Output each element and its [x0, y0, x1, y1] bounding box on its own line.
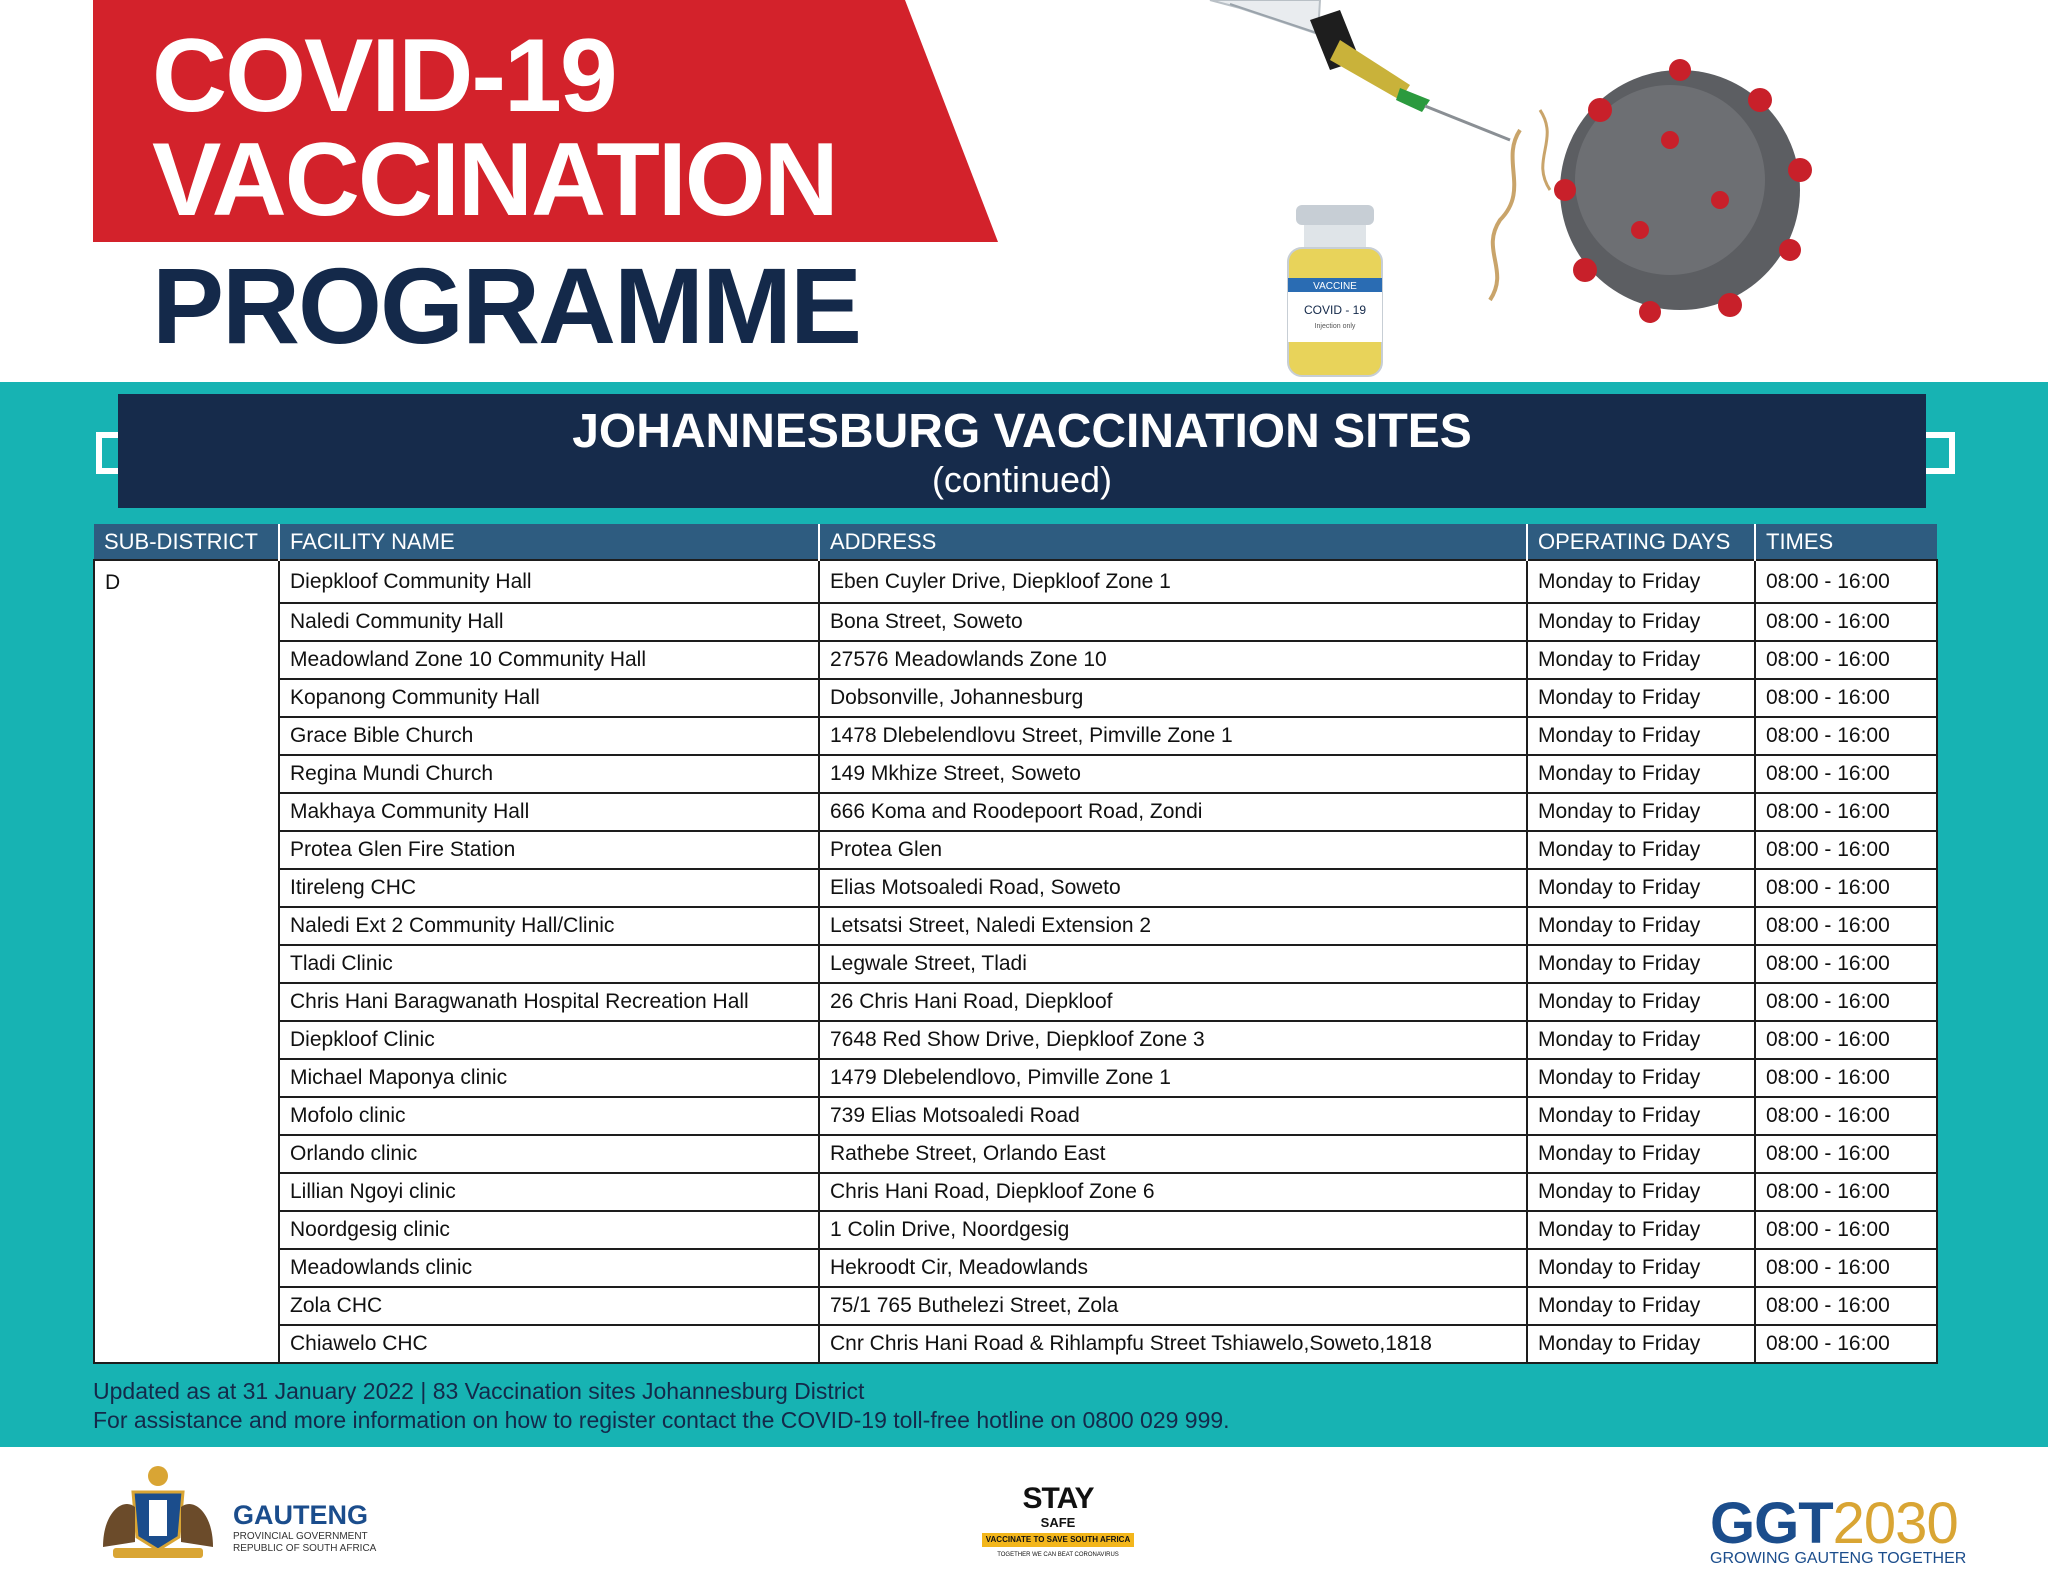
- days-cell: Monday to Friday: [1527, 1211, 1755, 1249]
- stay-word: STAY: [1022, 1482, 1094, 1515]
- gauteng-logo: [93, 1462, 377, 1562]
- facility-cell: Meadowlands clinic: [279, 1249, 819, 1287]
- table-row: [94, 945, 1937, 983]
- times-cell: 08:00 - 16:00: [1755, 793, 1937, 831]
- facility-cell: Lillian Ngoyi clinic: [279, 1173, 819, 1211]
- days-cell: Monday to Friday: [1527, 945, 1755, 983]
- table-row: [94, 907, 1937, 945]
- days-cell: Monday to Friday: [1527, 755, 1755, 793]
- table-row: [94, 1325, 1937, 1363]
- days-cell: Monday to Friday: [1527, 1287, 1755, 1325]
- gauteng-coat-of-arms-icon: [93, 1462, 223, 1562]
- vial-label-1: VACCINE: [1313, 281, 1357, 292]
- table-row: [94, 679, 1937, 717]
- address-cell: 27576 Meadowlands Zone 10: [819, 641, 1527, 679]
- address-cell: 1478 Dlebelendlovu Street, Pimville Zone 1: [819, 717, 1527, 755]
- times-cell: 08:00 - 16:00: [1755, 1135, 1937, 1173]
- table-row: [94, 1173, 1937, 1211]
- vaccine-vial-icon: [1288, 205, 1382, 376]
- facility-cell: Meadowland Zone 10 Community Hall: [279, 641, 819, 679]
- times-cell: 08:00 - 16:00: [1755, 1021, 1937, 1059]
- ggt-tagline: GROWING GAUTENG TOGETHER: [1710, 1550, 1967, 1567]
- sub-district-cell: D: [94, 560, 279, 1363]
- days-cell: Monday to Friday: [1527, 1059, 1755, 1097]
- stay-safe-word: SAFE: [1040, 1515, 1076, 1530]
- address-cell: Bona Street, Soweto: [819, 603, 1527, 641]
- days-cell: Monday to Friday: [1527, 793, 1755, 831]
- times-cell: 08:00 - 16:00: [1755, 831, 1937, 869]
- table-row: [94, 1287, 1937, 1325]
- table-row: [94, 1135, 1937, 1173]
- times-cell: 08:00 - 16:00: [1755, 1249, 1937, 1287]
- facility-cell: Regina Mundi Church: [279, 755, 819, 793]
- stay-safe-logo: [980, 1482, 1136, 1567]
- table-row: [94, 1059, 1937, 1097]
- address-cell: Dobsonville, Johannesburg: [819, 679, 1527, 717]
- times-cell: 08:00 - 16:00: [1755, 560, 1937, 603]
- table-row: [94, 717, 1937, 755]
- sites-table: [93, 524, 1938, 1364]
- title-line-2: VACCINATION: [152, 122, 837, 238]
- facility-cell: Naledi Community Hall: [279, 603, 819, 641]
- table-row: [94, 1097, 1937, 1135]
- address-cell: 26 Chris Hani Road, Diepkloof: [819, 983, 1527, 1021]
- facility-cell: Naledi Ext 2 Community Hall/Clinic: [279, 907, 819, 945]
- table-row: [94, 869, 1937, 907]
- table-row: [94, 1211, 1937, 1249]
- facility-cell: Chiawelo CHC: [279, 1325, 819, 1363]
- table-row: [94, 1249, 1937, 1287]
- days-cell: Monday to Friday: [1527, 983, 1755, 1021]
- vaccine-illustration: [1200, 0, 1960, 382]
- times-cell: 08:00 - 16:00: [1755, 869, 1937, 907]
- syringe-icon: [1210, 0, 1510, 140]
- times-cell: 08:00 - 16:00: [1755, 641, 1937, 679]
- gauteng-subtitle-1: PROVINCIAL GOVERNMENT: [233, 1531, 368, 1542]
- facility-cell: Zola CHC: [279, 1287, 819, 1325]
- section-title-box: [118, 394, 1926, 508]
- facility-cell: Tladi Clinic: [279, 945, 819, 983]
- coronavirus-icon: [1490, 59, 1812, 323]
- address-cell: Eben Cuyler Drive, Diepkloof Zone 1: [819, 560, 1527, 603]
- section-subtitle: (continued): [931, 459, 1113, 500]
- days-cell: Monday to Friday: [1527, 1173, 1755, 1211]
- address-cell: 739 Elias Motsoaledi Road: [819, 1097, 1527, 1135]
- table-row: [94, 1021, 1937, 1059]
- title-line-1: COVID-19: [152, 18, 616, 134]
- header: [0, 0, 2048, 382]
- days-cell: Monday to Friday: [1527, 831, 1755, 869]
- days-cell: Monday to Friday: [1527, 907, 1755, 945]
- table-row: [94, 560, 1937, 603]
- facility-cell: Mofolo clinic: [279, 1097, 819, 1135]
- column-header-times: TIMES: [1755, 524, 1937, 560]
- facility-cell: Chris Hani Baragwanath Hospital Recreation Hall: [279, 983, 819, 1021]
- days-cell: Monday to Friday: [1527, 1097, 1755, 1135]
- days-cell: Monday to Friday: [1527, 717, 1755, 755]
- address-cell: Letsatsi Street, Naledi Extension 2: [819, 907, 1527, 945]
- assistance-note: For assistance and more information on how to register contact the COVID-19 toll-free hotline on 0800 029 999.: [93, 1407, 1230, 1433]
- column-header-address: ADDRESS: [819, 524, 1527, 560]
- address-cell: Elias Motsoaledi Road, Soweto: [819, 869, 1527, 907]
- facility-cell: Diepkloof Clinic: [279, 1021, 819, 1059]
- days-cell: Monday to Friday: [1527, 1249, 1755, 1287]
- facility-cell: Protea Glen Fire Station: [279, 831, 819, 869]
- days-cell: Monday to Friday: [1527, 641, 1755, 679]
- section-title: JOHANNESBURG VACCINATION SITES: [572, 405, 1472, 458]
- stay-safe-tagline: TOGETHER WE CAN BEAT CORONAVIRUS: [997, 1552, 1119, 1558]
- address-cell: 7648 Red Show Drive, Diepkloof Zone 3: [819, 1021, 1527, 1059]
- address-cell: 75/1 765 Buthelezi Street, Zola: [819, 1287, 1527, 1325]
- facility-cell: Makhaya Community Hall: [279, 793, 819, 831]
- address-cell: Legwale Street, Tladi: [819, 945, 1527, 983]
- address-cell: Chris Hani Road, Diepkloof Zone 6: [819, 1173, 1527, 1211]
- days-cell: Monday to Friday: [1527, 1135, 1755, 1173]
- address-cell: Cnr Chris Hani Road & Rihlampfu Street Tshiawelo,Soweto,1818: [819, 1325, 1527, 1363]
- times-cell: 08:00 - 16:00: [1755, 1287, 1937, 1325]
- facility-cell: Itireleng CHC: [279, 869, 819, 907]
- table-row: [94, 641, 1937, 679]
- title-line-3: PROGRAMME: [152, 245, 860, 366]
- column-header-sub-district: SUB-DISTRICT: [94, 524, 279, 560]
- column-header-facility: FACILITY NAME: [279, 524, 819, 560]
- times-cell: 08:00 - 16:00: [1755, 1325, 1937, 1363]
- days-cell: Monday to Friday: [1527, 679, 1755, 717]
- ggt-text: GGT: [1710, 1491, 1833, 1556]
- address-cell: 1479 Dlebelendlovo, Pimville Zone 1: [819, 1059, 1527, 1097]
- times-cell: 08:00 - 16:00: [1755, 755, 1937, 793]
- address-cell: 666 Koma and Roodepoort Road, Zondi: [819, 793, 1527, 831]
- address-cell: Protea Glen: [819, 831, 1527, 869]
- times-cell: 08:00 - 16:00: [1755, 907, 1937, 945]
- vial-label-3: Injection only: [1314, 323, 1356, 330]
- facility-cell: Michael Maponya clinic: [279, 1059, 819, 1097]
- times-cell: 08:00 - 16:00: [1755, 717, 1937, 755]
- address-cell: Rathebe Street, Orlando East: [819, 1135, 1527, 1173]
- ggt-year: 2030: [1832, 1491, 1958, 1556]
- facility-cell: Grace Bible Church: [279, 717, 819, 755]
- times-cell: 08:00 - 16:00: [1755, 1211, 1937, 1249]
- table-header-row: [94, 524, 1937, 560]
- updated-note: Updated as at 31 January 2022 | 83 Vaccination sites Johannesburg District: [93, 1378, 865, 1404]
- times-cell: 08:00 - 16:00: [1755, 945, 1937, 983]
- facility-cell: Kopanong Community Hall: [279, 679, 819, 717]
- days-cell: Monday to Friday: [1527, 869, 1755, 907]
- facility-cell: Noordgesig clinic: [279, 1211, 819, 1249]
- table-row: [94, 755, 1937, 793]
- table-row: [94, 603, 1937, 641]
- facility-cell: Orlando clinic: [279, 1135, 819, 1173]
- facility-cell: Diepkloof Community Hall: [279, 560, 819, 603]
- address-cell: Hekroodt Cir, Meadowlands: [819, 1249, 1527, 1287]
- vial-label-2: COVID - 19: [1303, 303, 1367, 317]
- times-cell: 08:00 - 16:00: [1755, 1173, 1937, 1211]
- table-row: [94, 983, 1937, 1021]
- column-header-days: OPERATING DAYS: [1527, 524, 1755, 560]
- footer-notes: [93, 1377, 1230, 1435]
- times-cell: 08:00 - 16:00: [1755, 679, 1937, 717]
- times-cell: 08:00 - 16:00: [1755, 1097, 1937, 1135]
- vaccination-sites-table: [93, 524, 1936, 1366]
- days-cell: Monday to Friday: [1527, 1021, 1755, 1059]
- address-cell: 1 Colin Drive, Noordgesig: [819, 1211, 1527, 1249]
- times-cell: 08:00 - 16:00: [1755, 983, 1937, 1021]
- days-cell: Monday to Friday: [1527, 1325, 1755, 1363]
- table-row: [94, 831, 1937, 869]
- table-row: [94, 793, 1937, 831]
- ggt2030-logo: [1710, 1491, 1990, 1570]
- stay-safe-banner: VACCINATE TO SAVE SOUTH AFRICA: [982, 1533, 1134, 1547]
- days-cell: Monday to Friday: [1527, 560, 1755, 603]
- times-cell: 08:00 - 16:00: [1755, 603, 1937, 641]
- gauteng-subtitle-2: REPUBLIC OF SOUTH AFRICA: [233, 1543, 377, 1554]
- address-cell: 149 Mkhize Street, Soweto: [819, 755, 1527, 793]
- times-cell: 08:00 - 16:00: [1755, 1059, 1937, 1097]
- days-cell: Monday to Friday: [1527, 603, 1755, 641]
- gauteng-name: GAUTENG: [233, 1500, 368, 1530]
